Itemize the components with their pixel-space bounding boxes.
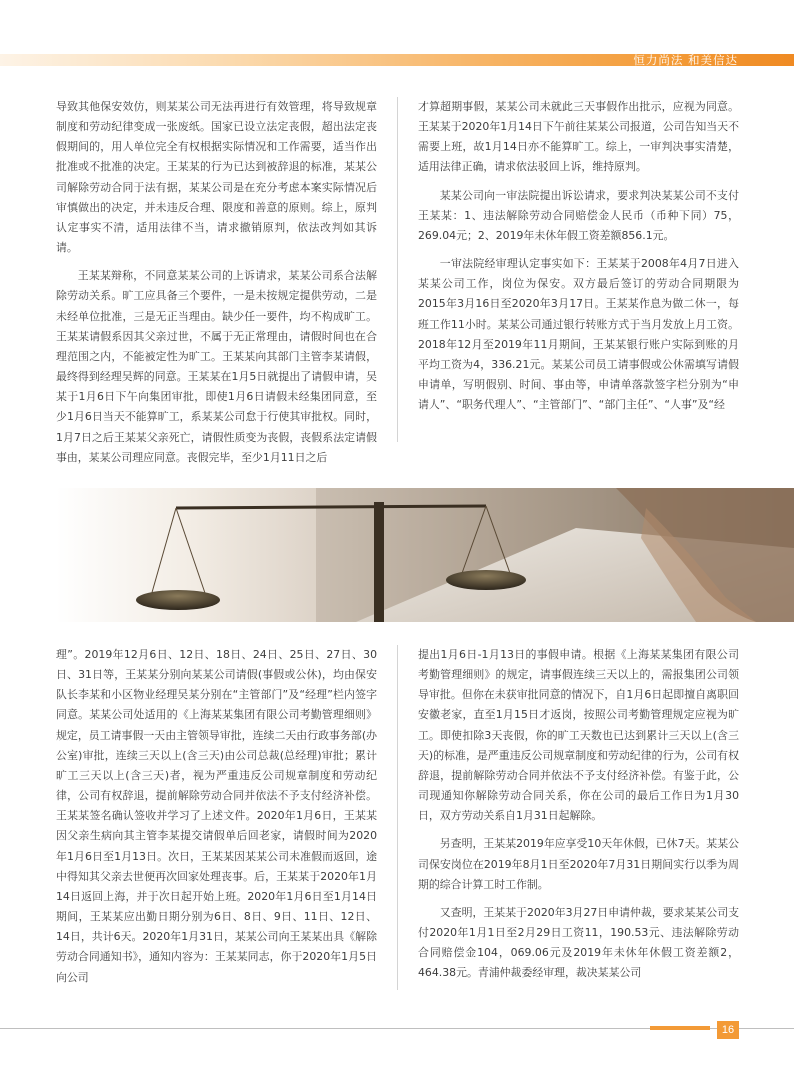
paragraph: 王某某辩称，不同意某某公司的上诉请求，某某公司系合法解除劳动关系。旷工应具备三个要件，一是未按规定提供劳动，二是未经单位批准，三是无正当理由。缺少任一要件，均不构成旷工。王某某请假系因其父亲过世，不属于无正常理由，请假时间也在合理范围之内，不能被定性为旷工。王某某向其部门主管李某请假，最终得到经理吴辉的同意。王某某在1月5日就提出了请假申请，吴某于1月6日下午向集团审批，即使1月6日请假未经集团同意，至少1月6日当天不能算旷工，系某某公司怠于行使其审批权。同时，1月7日之后王某某父亲死亡，请假性质变为丧假，丧假系法定请假事由，某某公司理应同意。丧假完毕，至少1月11日之后 bbox=[56, 269, 377, 464]
paragraph: 另查明，王某某2019年应享受10天年休假，已休7天。某某公司保安岗位在2019年8月1日至2020年7月31日期间实行以季为周期的综合计算工时工作制。 bbox=[418, 837, 739, 891]
page-number: 16 bbox=[717, 1021, 739, 1039]
paragraph: 理”。2019年12月6日、12日、18日、24日、25日、27日、30日、31日等，王某某分别向某某公司请假(事假或公休)，均由保安队长李某和小区物业经理吴某分别在“主管部门”及“经理”栏内签字同意。某某公司处适用的《上海某某集团有限公司考勤管理细则》规定，员工请事假一天由主管领导审批，连续二天由行政事务部(办公室)审批，连续三天以上(含三天)由公司总裁(总经理)审批；累计旷工三天以上(含三天)者，视为严重违反公司规章制度和劳动纪律，公司有权辞退，提前解除劳动合同并依法不予支付经济补偿。王某某签名确认签收并学习了上述文件。2020年1月6日，王某某因父亲生病向其主管李某提交请假单后回老家，请假时间为2020年1月6日至1月13日。次日，王某某因某某公司未准假而返回，途中得知其父亲去世便再次回家处理丧事。后，王某某于2020年1月14日返回上海，并于次日起开始上班。2020年1月6日至1月14日期间，王某某应出勤日期分别为6日、8日、9日、11日、12日、14日，共计6天。2020年1月31日，某某公司向王某某出具《解除劳动合同通知书》，通知内容为：王某某同志，你于2020年1月5日向公司 bbox=[56, 648, 377, 984]
justice-scale-photo bbox=[56, 488, 794, 622]
paragraph: 提出1月6日-1月13日的事假申请。根据《上海某某集团有限公司考勤管理细则》的规定，请事假连续三天以上的，需报集团公司领导审批。但你在未获审批同意的情况下，自1月6日起即擅自离职回安徽老家，直至1月15日才返岗，按照公司考勤管理规定应视为旷工。即使扣除3天丧假，你的旷工天数也已达到累计三天以上(含三天)的标准，是严重违反公司规章制度和劳动纪律的行为，公司有权辞退，提前解除劳动合同并依法不予支付经济补偿。有鉴于此，公司现通知你解除劳动合同关系，你在公司的最后工作日为1月30日，双方劳动关系自1月31日起解除。 bbox=[418, 648, 739, 823]
scale-of-justice-image bbox=[56, 488, 794, 622]
bottom-right-column bbox=[418, 645, 739, 992]
paragraph: 某某公司向一审法院提出诉讼请求，要求判决某某公司不支付王某某：1、违法解除劳动合同赔偿金人民币（币种下同）75，269.04元；2、2019年未休年假工资差额856.1元。 bbox=[418, 188, 739, 242]
paragraph: 才算超期事假，某某公司未就此三天事假作出批示，应视为同意。王某某于2020年1月14日下午前往某某公司报道，公司告知当天不需要上班，故1月14日亦不能算旷工。综上，一审判决事实清楚，适用法律正确，请求依法驳回上诉，维持原判。 bbox=[418, 100, 739, 174]
paragraph: 一审法院经审理认定事实如下：王某某于2008年4月7日进入某某公司工作，岗位为保安。双方最后签订的劳动合同期限为2015年3月16日至2020年3月17日。王某某作息为做二休一，每班工作11小时。某某公司通过银行转账方式于当月发放上月工资。2018年12月至2019年11月期间，王某某银行账户实际到账的月平均工资为4，336.21元。某某公司员工请事假或公休需填写请假申请单，写明假别、时间、事由等，申请单落款签字栏分别为“申请人”、“职务代理人”、“主管部门”、“部门主任”、“人事”及“经 bbox=[418, 257, 739, 412]
paragraph: 又查明，王某某于2020年3月27日申请仲裁，要求某某公司支付2020年1月1日至2月29日工资11，190.53元、违法解除劳动合同赔偿金104，069.06元及2019年未休年休假工资差额2，464.38元。青浦仲裁委经审理，裁决某某公司 bbox=[418, 905, 739, 980]
top-left-column bbox=[56, 97, 377, 476]
column-divider bbox=[397, 97, 398, 442]
header-slogan: 恒力尚法 和美信达 bbox=[633, 53, 738, 67]
paragraph: 导致其他保安效仿，则某某公司无法再进行有效管理，将导致规章制度和劳动纪律变成一张废纸。国家已设立法定丧假，超出法定丧假期间的，用人单位完全有权根据实际情况和工作需要，适当作出批准或不批准的决定。王某某的行为已达到被辞退的标准，某某公司解除劳动合同于法有据，某某公司是在充分考虑本案实际情况后审慎做出的决定，并未违反合理、限度和善意的原则。综上，原判认定事实不清，适用法律不当，请求撤销原判，依法改判如其诉请。 bbox=[56, 100, 377, 255]
footer-accent bbox=[650, 1026, 710, 1030]
bottom-left-column bbox=[56, 645, 377, 996]
column-divider bbox=[397, 645, 398, 990]
top-right-column bbox=[418, 97, 739, 423]
